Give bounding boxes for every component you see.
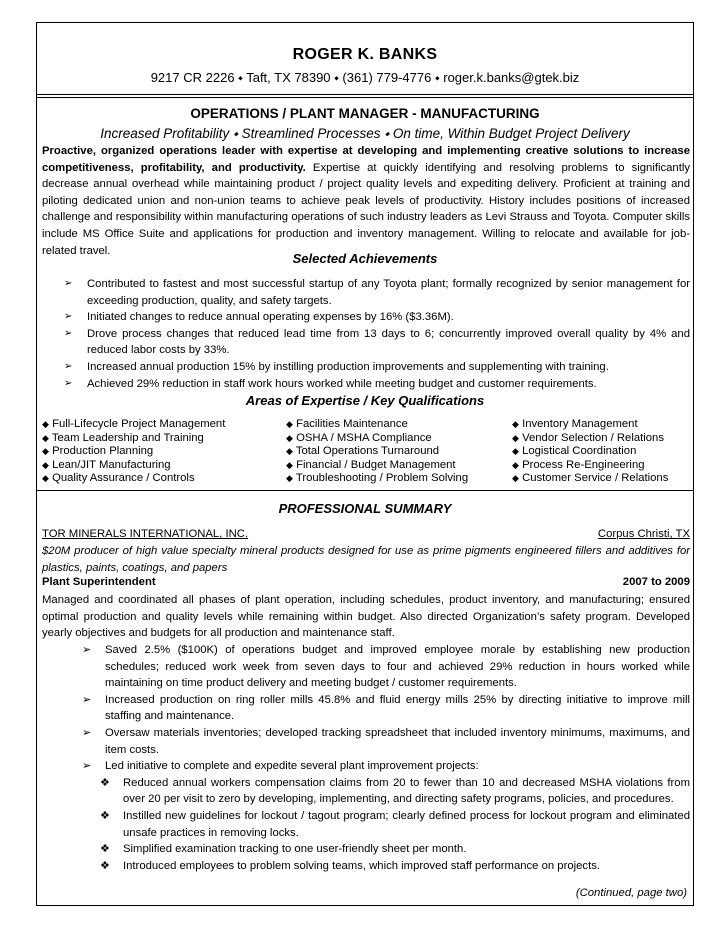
list-item: ◆ Team Leadership and Training <box>42 431 204 444</box>
list-item: ➢ Increased production on ring roller mills 45.8% and fluid energy mills 25% by directing initiative to improve mill staffing and maintenance. <box>82 693 690 723</box>
sub-list-item: ❖ Instilled new guidelines for lockout / tagout program; clearly defined process for lockout program and eliminated unsafe practices in removing locks. <box>100 809 690 839</box>
diamond-bullet-icon: ◆ <box>286 473 293 484</box>
sub-list-item: ❖ Simplified examination tracking to one user-friendly sheet per month. <box>42 841 690 858</box>
role-row <box>42 576 690 588</box>
list-item: ➢ Led initiative to complete and expedite several plant improvement projects: <box>42 758 690 775</box>
summary-heading: PROFESSIONAL SUMMARY <box>278 501 452 516</box>
sub-list-item: ❖ Reduced annual workers compensation claims from 20 to fewer than 10 and decreased MSHA violations from over 20 per visit to zero by developing, implementing, and directing safety programs, policies, and procedures. <box>100 776 690 806</box>
diamond-bullet-icon: ◆ <box>512 432 519 443</box>
list-item: ➢ Increased annual production 15% by instilling production improvements and supplementing with training. <box>42 359 690 376</box>
list-item: ➢ Drove process changes that reduced lead time from 13 days to 6; concurrently improved overall quality by 4% and reduced labor costs by 33%. <box>64 327 690 357</box>
list-item: ➢ Saved 2.5% ($100K) of operations budget and improved employee morale by establishing new production schedules; reduced work week from seven days to four and achieved 29% reduction in hours worked while maintaining on time product delivery and meeting budget / customer requirements. <box>82 644 690 690</box>
list-item: ◆ Inventory Management <box>512 418 638 430</box>
diamond-bullet-icon: ◆ <box>42 432 49 443</box>
role-bullets <box>42 642 690 874</box>
role-description: Managed and coordinated all phases of plant operation, including schedules, product inventory, and manufacturing; ensured optimal production and quality levels while remaining within budget. Also directed Organization’s safety program. Developed yearly objectives and budgets for all production and maintenance staff. <box>42 594 690 640</box>
diamond-bullet-icon: ◆ <box>42 473 49 484</box>
list-item: ◆ OSHA / MSHA Compliance <box>286 431 432 444</box>
arrow-bullet-icon: ➢ <box>64 311 73 323</box>
list-item: ◆ Troubleshooting / Problem Solving <box>286 472 469 485</box>
list-item: ➢ Oversaw materials inventories; developed tracking spreadsheet that included inventory minimums, maximums, and item costs. <box>82 726 690 756</box>
diamond-bullet-icon: ◆ <box>286 459 293 470</box>
four-diamond-bullet-icon: ❖ <box>100 843 110 856</box>
resume-page <box>36 22 694 906</box>
diamond-bullet-icon: ◆ <box>286 432 293 443</box>
diamond-bullet-icon: ◆ <box>512 473 519 484</box>
diamond-bullet-icon: ◆ <box>42 446 49 457</box>
arrow-bullet-icon: ➢ <box>64 278 73 289</box>
continued-note: (Continued, page two) <box>575 887 687 899</box>
arrow-bullet-icon: ➢ <box>82 760 92 773</box>
arrow-bullet-icon: ➢ <box>64 360 73 372</box>
profile-paragraph <box>42 143 690 259</box>
list-item: ➢ Contributed to fastest and most successful startup of any Toyota plant; formally recognized by senior management for exceeding production, quality, and safety targets. <box>64 278 690 307</box>
arrow-bullet-icon: ➢ <box>82 644 92 656</box>
contact-line: 9217 CR 2226 ⬩ Taft, TX 78390 ⬩ (361) 779-4776 ⬩ roger.k.banks@gtek.biz <box>150 70 580 85</box>
candidate-name: ROGER K. BANKS <box>292 46 438 63</box>
achievements-list <box>42 276 690 392</box>
header-divider <box>37 94 693 95</box>
list-item: ◆ Production Planning <box>42 445 154 458</box>
achievements-heading: Selected Achievements <box>292 251 438 266</box>
role-dates: 2007 to 2009 <box>622 576 690 588</box>
list-item: ◆ Full-Lifecycle Project Management <box>42 418 226 430</box>
diamond-bullet-icon: ◆ <box>286 446 293 457</box>
four-diamond-bullet-icon: ❖ <box>100 776 110 789</box>
diamond-bullet-icon: ◆ <box>512 446 519 457</box>
arrow-bullet-icon: ➢ <box>82 726 92 739</box>
arrow-bullet-icon: ➢ <box>64 327 73 339</box>
employer-row <box>42 528 690 540</box>
tagline: Increased Profitability ⬩ Streamlined Processes ⬩ On time, Within Budget Project Delivery <box>100 126 630 141</box>
list-item: ◆ Facilities Maintenance <box>286 418 408 430</box>
company-description: $20M producer of high value specialty mineral products designed for use as prime pigments engineered fillers and additives for plastics, paints, coatings, and papers <box>42 545 690 574</box>
diamond-bullet-icon: ◆ <box>42 459 49 470</box>
list-item: ◆ Quality Assurance / Controls <box>42 472 195 485</box>
sub-list-item: ❖ Introduced employees to problem solving teams, which improved staff performance on projects. <box>42 858 690 875</box>
profile-body: Expertise at quickly identifying and resolving problems to significantly decrease annual overhead while maintaining product / project quality levels and expediting delivery. Proficient at training and piloting dedicated union and non-union teams to achieve peak levels of productivity. History includes positions of increased challenge and responsibility within manufacturing operations of such industry leaders as Levi Strauss and Toyota. Computer skills include MS Office Suite and applications for production and inventory management. Willing to relocate and available for job-related travel. <box>42 161 690 257</box>
expertise-heading: Areas of Expertise / Key Qualifications <box>245 393 485 408</box>
arrow-bullet-icon: ➢ <box>82 693 92 706</box>
diamond-bullet-icon: ◆ <box>286 419 293 429</box>
list-item: ◆ Logistical Coordination <box>512 445 637 458</box>
expertise-column-1 <box>42 418 225 486</box>
list-item: ➢ Initiated changes to reduce annual operating expenses by 16% ($3.36M). <box>42 309 690 326</box>
diamond-bullet-icon: ◆ <box>512 419 519 429</box>
arrow-bullet-icon: ➢ <box>64 377 73 389</box>
diamond-bullet-icon: ◆ <box>42 419 49 429</box>
section-divider <box>37 490 693 491</box>
diamond-bullet-icon: ◆ <box>512 459 519 470</box>
list-item: ◆ Lean/JIT Manufacturing <box>42 458 171 471</box>
job-title: OPERATIONS / PLANT MANAGER - MANUFACTURING <box>190 106 540 121</box>
list-item: ◆ Vendor Selection / Relations <box>512 431 664 444</box>
company-name: TOR MINERALS INTERNATIONAL, INC. <box>42 528 249 540</box>
list-item: ◆ Total Operations Turnaround <box>286 445 440 458</box>
expertise-column-3 <box>512 418 668 486</box>
four-diamond-bullet-icon: ❖ <box>100 809 110 822</box>
header-divider-2 <box>37 97 693 98</box>
list-item: ➢ Achieved 29% reduction in staff work hours worked while meeting budget and customer requirements. <box>42 376 690 393</box>
list-item: ◆ Process Re-Engineering <box>512 458 645 471</box>
profile-lead: Proactive, organized operations leader with expertise at developing and implementing creative solutions to increase competitiveness, profitability, and productivity. <box>42 145 690 174</box>
company-location: Corpus Christi, TX <box>597 528 690 540</box>
list-item: ◆ Financial / Budget Management <box>286 458 456 471</box>
expertise-column-2 <box>286 418 468 486</box>
list-item: ◆ Customer Service / Relations <box>512 472 669 485</box>
role-title: Plant Superintendent <box>42 576 156 588</box>
four-diamond-bullet-icon: ❖ <box>100 859 110 872</box>
